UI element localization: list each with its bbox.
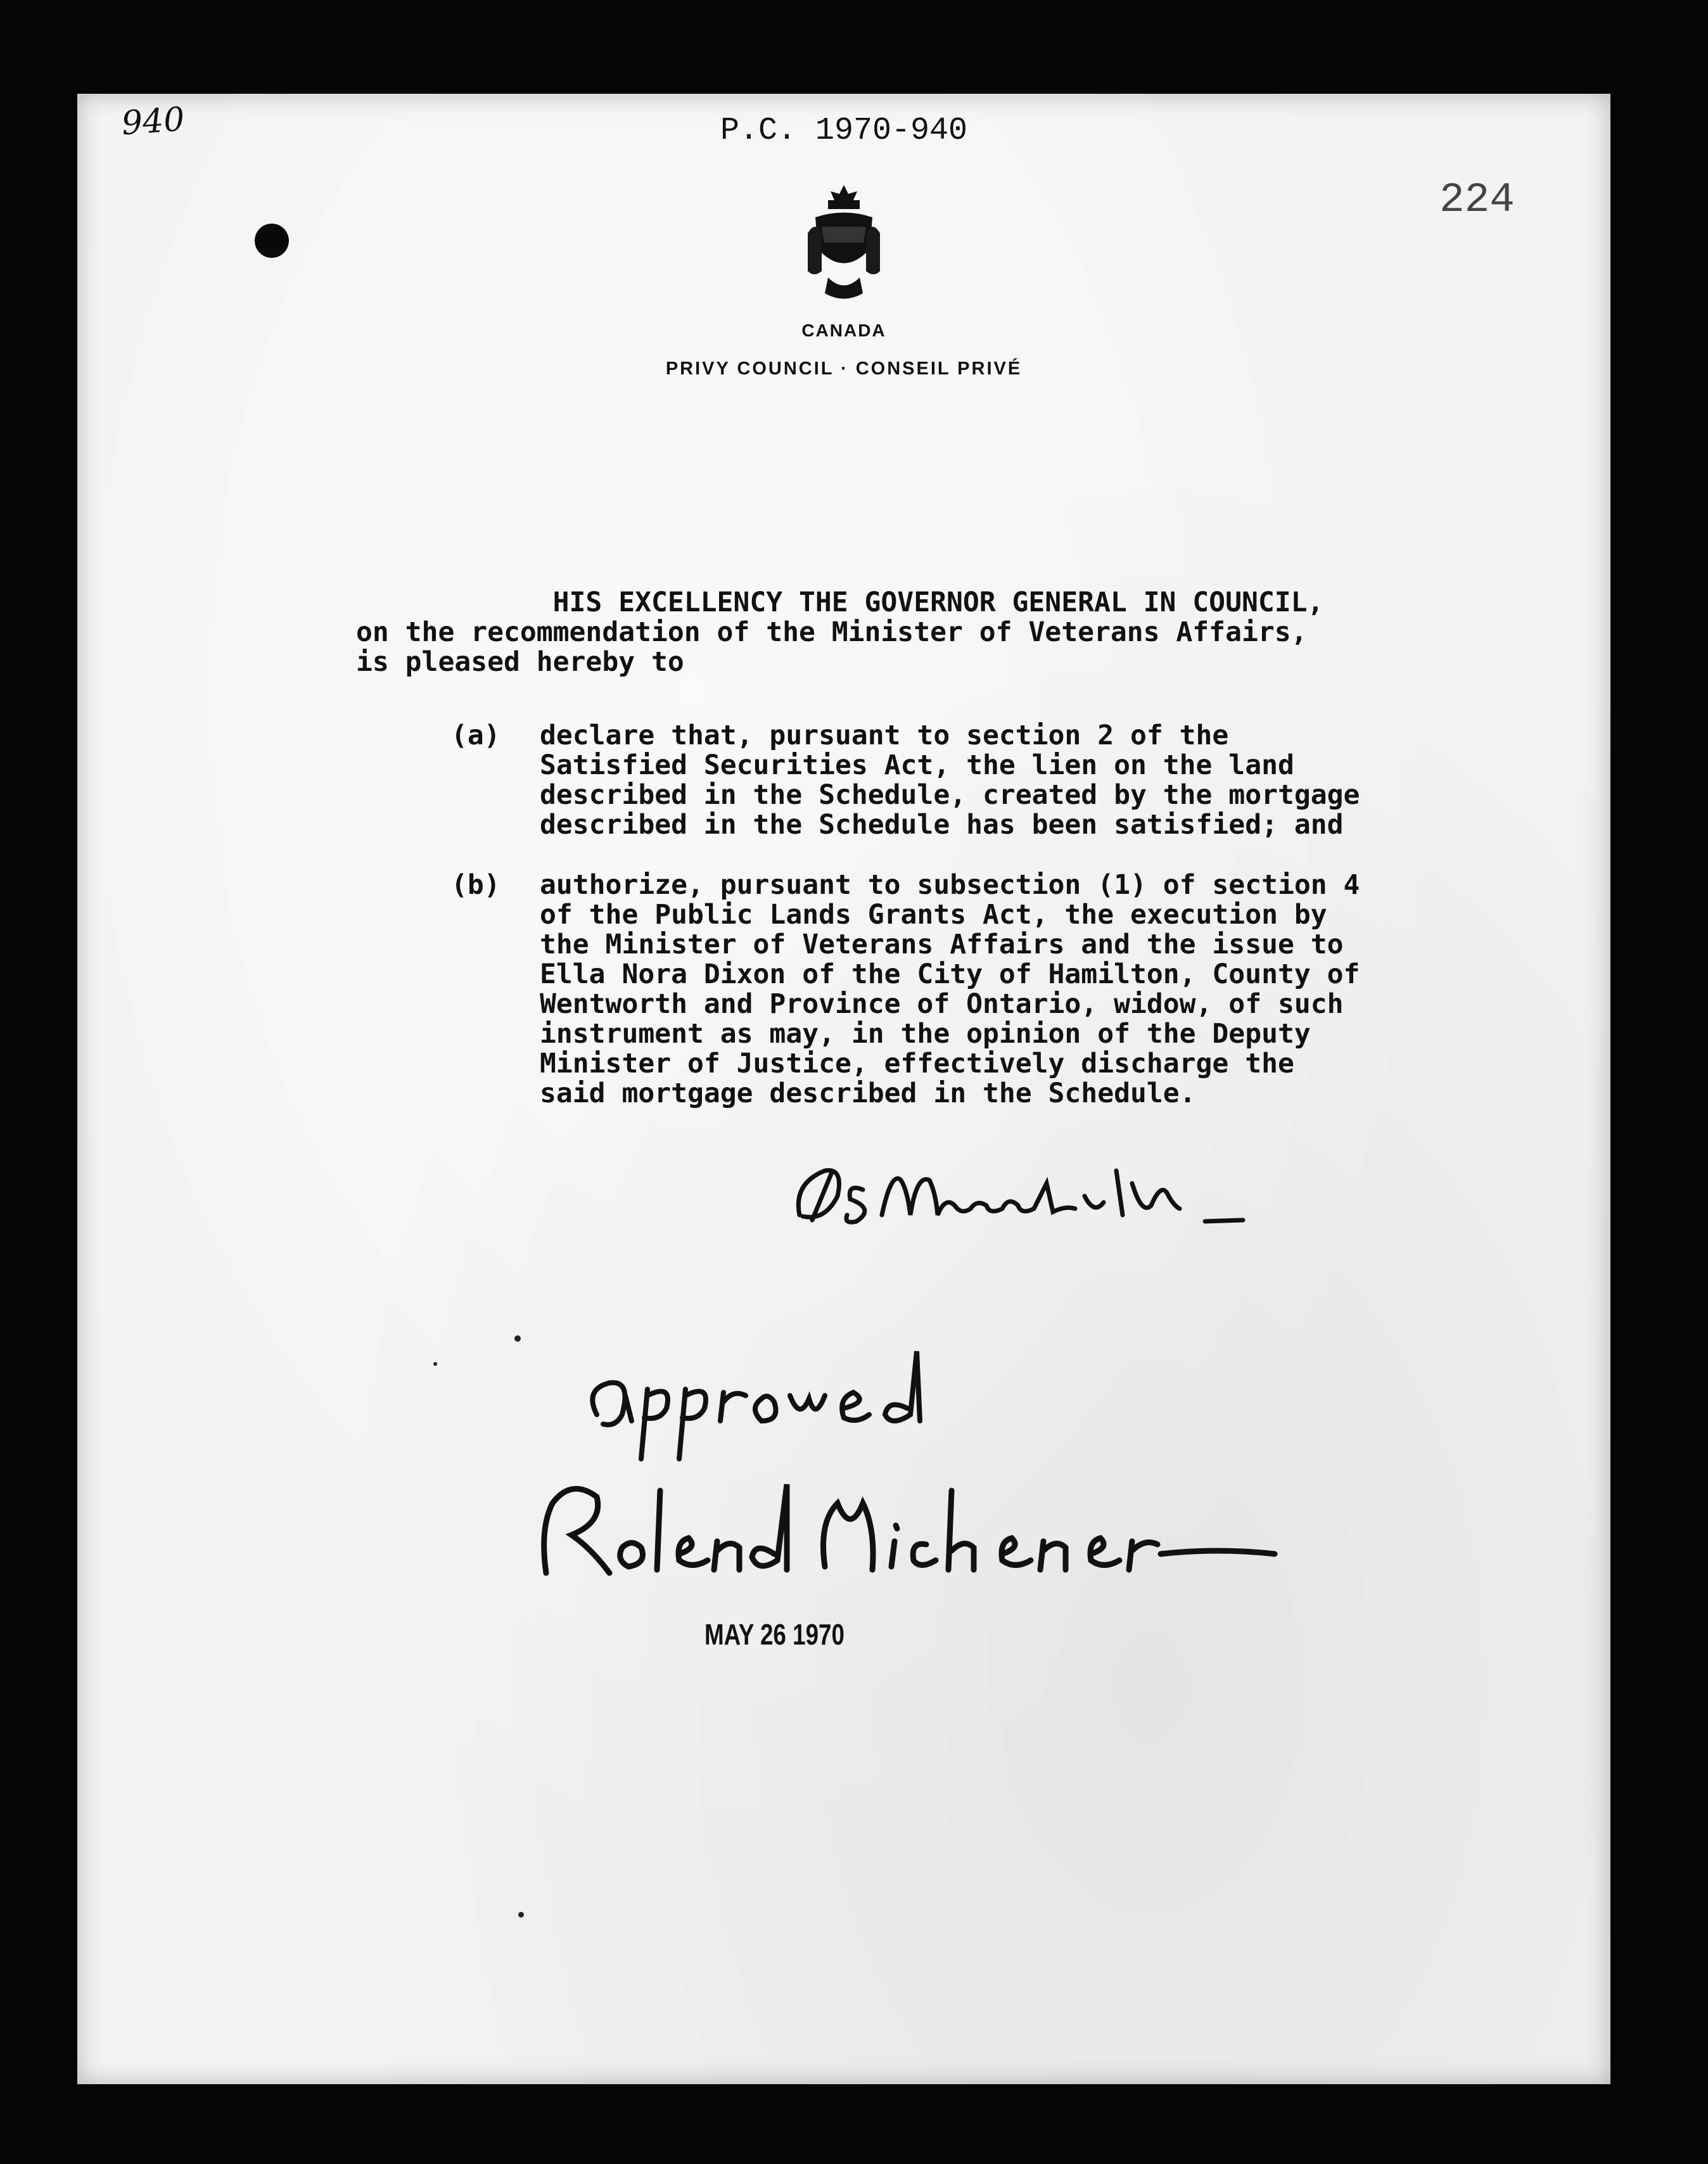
canada-coat-of-arms-icon: [803, 182, 885, 309]
clause-text: authorize, pursuant to subsection (1) of section 4 of the Public Lands Grants Act, the execution by the Minister of Veterans Affairs and the issue to Ella Nora Dixon of the City of Hamilton, County of Wentworth and Province of Ontario, widow, of such instrument as may, in the opinion of the Deputy Minister of Justice, effectively discharge the said mortgage described in the Schedule.: [540, 869, 1360, 1109]
order-preamble: HIS EXCELLENCY THE GOVERNOR GENERAL IN COUNCIL, on the recommendation of the Minister of Veterans Affairs, is pleased hereby to: [356, 587, 1324, 678]
speck: [514, 1335, 521, 1342]
approved-handwriting: [571, 1339, 977, 1465]
document-page: [77, 94, 1610, 2084]
letterhead-country: CANADA: [801, 321, 886, 340]
clause-text: declare that, pursuant to section 2 of the Satisfied Securities Act, the lien on the land described in the Schedule, created by the mortgage described in the Schedule has been satisfied; and: [540, 720, 1360, 841]
order-number: P.C. 1970-940: [720, 113, 968, 149]
clause-label: (a): [451, 720, 500, 751]
minister-signature: [787, 1145, 1281, 1240]
letterhead-council: PRIVY COUNCIL · CONSEIL PRIVÉ: [665, 359, 1023, 379]
punch-hole: [255, 224, 289, 258]
governor-general-signature: [521, 1465, 1294, 1592]
file-number: 940: [120, 100, 186, 143]
approval-date-stamp: MAY 26 1970: [704, 1618, 844, 1651]
clause-label: (b): [451, 869, 500, 901]
page-number: 224: [1439, 176, 1515, 224]
clause-b: [451, 869, 1591, 1109]
speck: [518, 1912, 524, 1918]
speck: [433, 1362, 437, 1366]
clause-a: [451, 721, 1591, 840]
